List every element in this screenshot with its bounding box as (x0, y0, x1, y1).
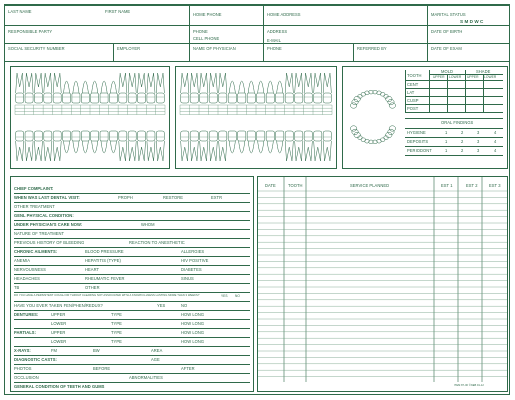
other-ailment[interactable]: OTHER (85, 285, 100, 290)
dental-arches (350, 90, 395, 144)
sinus[interactable]: SINUS (181, 276, 194, 281)
bleeding-history: PREVIOUS HISTORY OF BLEEDING (14, 240, 85, 245)
deposits-4[interactable]: 4 (494, 139, 497, 144)
hist-rule-1 (14, 193, 250, 194)
tooth-chart-2-teeth (180, 73, 332, 161)
svc-est1-header: EST 1 (441, 183, 453, 188)
home-phone-label: HOME PHONE (193, 12, 222, 17)
deposits-3[interactable]: 3 (477, 139, 480, 144)
svc-est2-header: EST 2 (466, 183, 478, 188)
tooth-chart-2-drawing (176, 67, 336, 168)
restore-label[interactable]: RESTORE (163, 195, 184, 200)
mold-table-left (405, 70, 406, 113)
heart[interactable]: HEART (85, 267, 100, 272)
partials-upper-howlong: HOW LONG (181, 330, 205, 335)
hist-rule-22 (14, 382, 250, 383)
deposits-2[interactable]: 2 (461, 139, 464, 144)
marital-codes[interactable]: S M D W C (460, 19, 484, 24)
periodont-3[interactable]: 3 (477, 148, 480, 153)
dental-arch-diagram[interactable] (343, 67, 403, 168)
phone-label: PHONE (193, 29, 208, 34)
findings-rule-2 (405, 137, 503, 138)
referred-by-label: REFERRED BY (357, 46, 387, 51)
occlusion-label: OCCLUSION (14, 375, 39, 380)
svc-est3-header: EST 3 (489, 183, 501, 188)
tooth-col-label: TOOTH (407, 73, 422, 78)
mold-rule-e (405, 104, 503, 105)
hist-rule-20 (14, 364, 250, 365)
dentures-upper: UPPER (51, 312, 66, 317)
fenphen-no[interactable]: NO (181, 303, 188, 308)
physician-phone-label: PHONE (267, 46, 282, 51)
dentures-label: DENTURES: (14, 312, 39, 317)
hist-rule-11 (14, 283, 250, 284)
home-address-label: HOME ADDRESS (267, 12, 301, 17)
findings-rule-4 (405, 155, 503, 156)
hist-rule-15 (14, 319, 250, 320)
nature-treatment: NATURE OF TREATMENT (14, 231, 65, 236)
mold-v3 (465, 70, 466, 112)
xray-bw[interactable]: BW (93, 348, 100, 353)
ssn-label: SOCIAL SECURITY NUMBER (8, 46, 65, 51)
diag-casts-label: DIAGNOSTIC CASTS: (14, 357, 57, 362)
shade-upper-label: UPPER (467, 75, 479, 79)
tooth-chart-1[interactable] (10, 66, 170, 169)
hist-rule-14 (14, 310, 250, 311)
hist-rule-21 (14, 373, 250, 374)
nervousness[interactable]: NERVOUSNESS (14, 267, 46, 272)
mold-rule-c (405, 88, 503, 89)
general-condition: GENERAL CONDITION OF TEETH AND GUMS (14, 384, 105, 389)
genl-physical: GENL PHYSICAL CONDITION: (14, 213, 74, 218)
extr-label[interactable]: EXTR (211, 195, 223, 200)
mold-v2 (447, 74, 448, 112)
hist-rule-10 (14, 274, 250, 275)
arch-findings-panel (342, 66, 508, 169)
services-panel (257, 176, 508, 392)
header-rule-2 (5, 43, 509, 44)
photos-after[interactable]: AFTER (181, 366, 195, 371)
cough-no[interactable]: NO (235, 294, 240, 298)
partials-lower-type: TYPE (111, 339, 122, 344)
blood-pressure[interactable]: BLOOD PRESSURE (85, 249, 124, 254)
photos-label: PHOTOS (14, 366, 32, 371)
rheumatic-fever[interactable]: RHEUMATIC FEVER (85, 276, 125, 281)
hygiene-2[interactable]: 2 (461, 130, 464, 135)
chronic-ailments: CHRONIC AILMENTS: (14, 249, 58, 254)
header-vline-1 (189, 5, 190, 61)
dental-chart-form (4, 4, 510, 395)
hist-rule-3 (14, 211, 250, 212)
row-post: POST (407, 106, 419, 111)
proph-label[interactable]: PROPH (118, 195, 133, 200)
mold-v1 (429, 70, 430, 112)
svc-tooth-header: TOOTH (288, 183, 303, 188)
diabetes[interactable]: DIABETES (181, 267, 202, 272)
header-top-rule (5, 5, 509, 6)
tooth-chart-1-teeth (15, 73, 165, 161)
row-cent: CENT (407, 82, 419, 87)
xray-fm[interactable]: FM (51, 348, 58, 353)
finding-deposits: DEPOSITS (407, 139, 429, 144)
partials-upper: UPPER (51, 330, 66, 335)
physician-label: NAME OF PHYSICIAN (193, 46, 236, 51)
headaches[interactable]: HEADACHES (14, 276, 40, 281)
hist-rule-2 (14, 202, 250, 203)
header-vline-4 (113, 43, 114, 61)
under-physician: UNDER PHYSICIAN'S CARE NOW: (14, 222, 83, 227)
oral-findings-label: ORAL FINDINGS (441, 120, 474, 125)
services-grid[interactable] (258, 177, 507, 391)
hist-rule-8 (14, 256, 250, 257)
hist-rule-7 (14, 247, 250, 248)
mold-label: MOLD (441, 69, 454, 74)
hist-rule-12 (14, 292, 250, 293)
whom-label: WHOM (141, 222, 155, 227)
abnormalities-label: ABNORMALITIES (129, 375, 163, 380)
row-cusp: CUSP (407, 98, 419, 103)
header-rule-1 (5, 25, 509, 26)
hist-rule-9 (14, 265, 250, 266)
tb[interactable]: TB (14, 285, 20, 290)
hepatitis[interactable]: HEPATITIS (TYPE) (85, 258, 121, 263)
svc-planned-header: SERVICE PLANNED (350, 183, 390, 188)
tooth-chart-1-drawing (11, 67, 169, 168)
mold-v4 (483, 74, 484, 112)
hist-rule-19 (14, 355, 250, 356)
hist-rule-5 (14, 229, 250, 230)
employer-label: EMPLOYER (117, 46, 141, 51)
header-vline-3 (427, 5, 428, 61)
mold-rule-b (405, 80, 503, 81)
responsible-party-label: RESPONSIBLE PARTY (8, 29, 53, 34)
cough-yes[interactable]: YES (221, 294, 228, 298)
date-of-birth-label: DATE OF BIRTH (431, 29, 463, 34)
anemia[interactable]: ANEMIA (14, 258, 30, 263)
header-rule-3 (5, 61, 509, 62)
dentures-lower: LOWER (51, 321, 67, 326)
last-name-label: LAST NAME (8, 9, 32, 14)
cell-phone-label: CELL PHONE (193, 36, 220, 41)
persistent-cough-question: DO YOU HAVE A PERSISTENT COUGH OR THROAT CLEARING NOT ASSOCIATED WITH A KNOWN ILLNESS LASTING MORE THAN 3 WEEKS? (14, 294, 200, 297)
hist-rule-4 (14, 220, 250, 221)
finding-periodont: PERIODONT (407, 148, 432, 153)
allergies[interactable]: ALLERGIES (181, 249, 205, 254)
header-vline-5 (353, 43, 354, 61)
dentures-upper-type: TYPE (111, 312, 122, 317)
hist-rule-6 (14, 238, 250, 239)
hist-rule-18 (14, 346, 250, 347)
hist-rule-13 (14, 301, 250, 302)
last-dental-visit: WHEN WAS LAST DENTAL VISIT: (14, 195, 80, 200)
photos-before[interactable]: BEFORE (93, 366, 111, 371)
mold-lower-label: LOWER (449, 75, 462, 79)
partials-label: PARTIALS: (14, 330, 36, 335)
services-grid-lines (258, 177, 507, 382)
email-label: E-MAIL (267, 38, 281, 43)
chief-complaint: CHIEF COMPLAINT: (14, 186, 54, 191)
dentures-lower-type: TYPE (111, 321, 122, 326)
partials-upper-type: TYPE (111, 330, 122, 335)
mold-rule-a (429, 74, 503, 75)
hiv-positive[interactable]: HIV POSITIVE (181, 258, 209, 263)
first-name-label: FIRST NAME (105, 9, 131, 14)
findings-top-rule (405, 118, 503, 119)
hygiene-4[interactable]: 4 (494, 130, 497, 135)
periodont-1[interactable]: 1 (445, 148, 448, 153)
form-footer-code: ITEM 87-00 ©NEB 91-12 (454, 384, 484, 387)
shade-lower-label: LOWER (484, 75, 497, 79)
mold-upper-label: UPPER (433, 75, 445, 79)
findings-rule-3 (405, 146, 503, 147)
findings-rule-1 (405, 128, 503, 129)
hygiene-3[interactable]: 3 (477, 130, 480, 135)
dentures-upper-howlong: HOW LONG (181, 312, 205, 317)
dentures-lower-howlong: HOW LONG (181, 321, 205, 326)
svc-date-header: DATE (265, 183, 276, 188)
other-treatment: OTHER TREATMENT (14, 204, 55, 209)
fenphen-question: HAVE YOU EVER TAKEN FEN/PHEN/REDUX? (14, 303, 103, 308)
reaction-anesthetic: REACTION TO ANESTHETIC (129, 240, 185, 245)
mold-rule-d (405, 96, 503, 97)
history-panel (10, 176, 254, 392)
partials-lower: LOWER (51, 339, 67, 344)
fenphen-yes[interactable]: YES (157, 303, 166, 308)
xray-area: AREA (151, 348, 163, 353)
tooth-chart-2[interactable] (175, 66, 337, 169)
marital-status-label: MARITAL STATUS (431, 12, 466, 17)
hist-rule-16 (14, 328, 250, 329)
hygiene-1[interactable]: 1 (445, 130, 448, 135)
deposits-1[interactable]: 1 (445, 139, 448, 144)
periodont-2[interactable]: 2 (461, 148, 464, 153)
periodont-4[interactable]: 4 (494, 148, 497, 153)
date-of-exam-label: DATE OF EXAM (431, 46, 462, 51)
shade-label: SHADE (476, 69, 491, 74)
row-lat: LAT (407, 90, 415, 95)
partials-lower-howlong: HOW LONG (181, 339, 205, 344)
casts-age: AGE (151, 357, 160, 362)
hist-rule-17 (14, 337, 250, 338)
header-vline-2 (263, 5, 264, 61)
xrays-label: X-RAYS: (14, 348, 31, 353)
mold-rule-f (405, 112, 503, 113)
finding-hygiene: HYGIENE (407, 130, 426, 135)
address-label: ADDRESS (267, 29, 288, 34)
